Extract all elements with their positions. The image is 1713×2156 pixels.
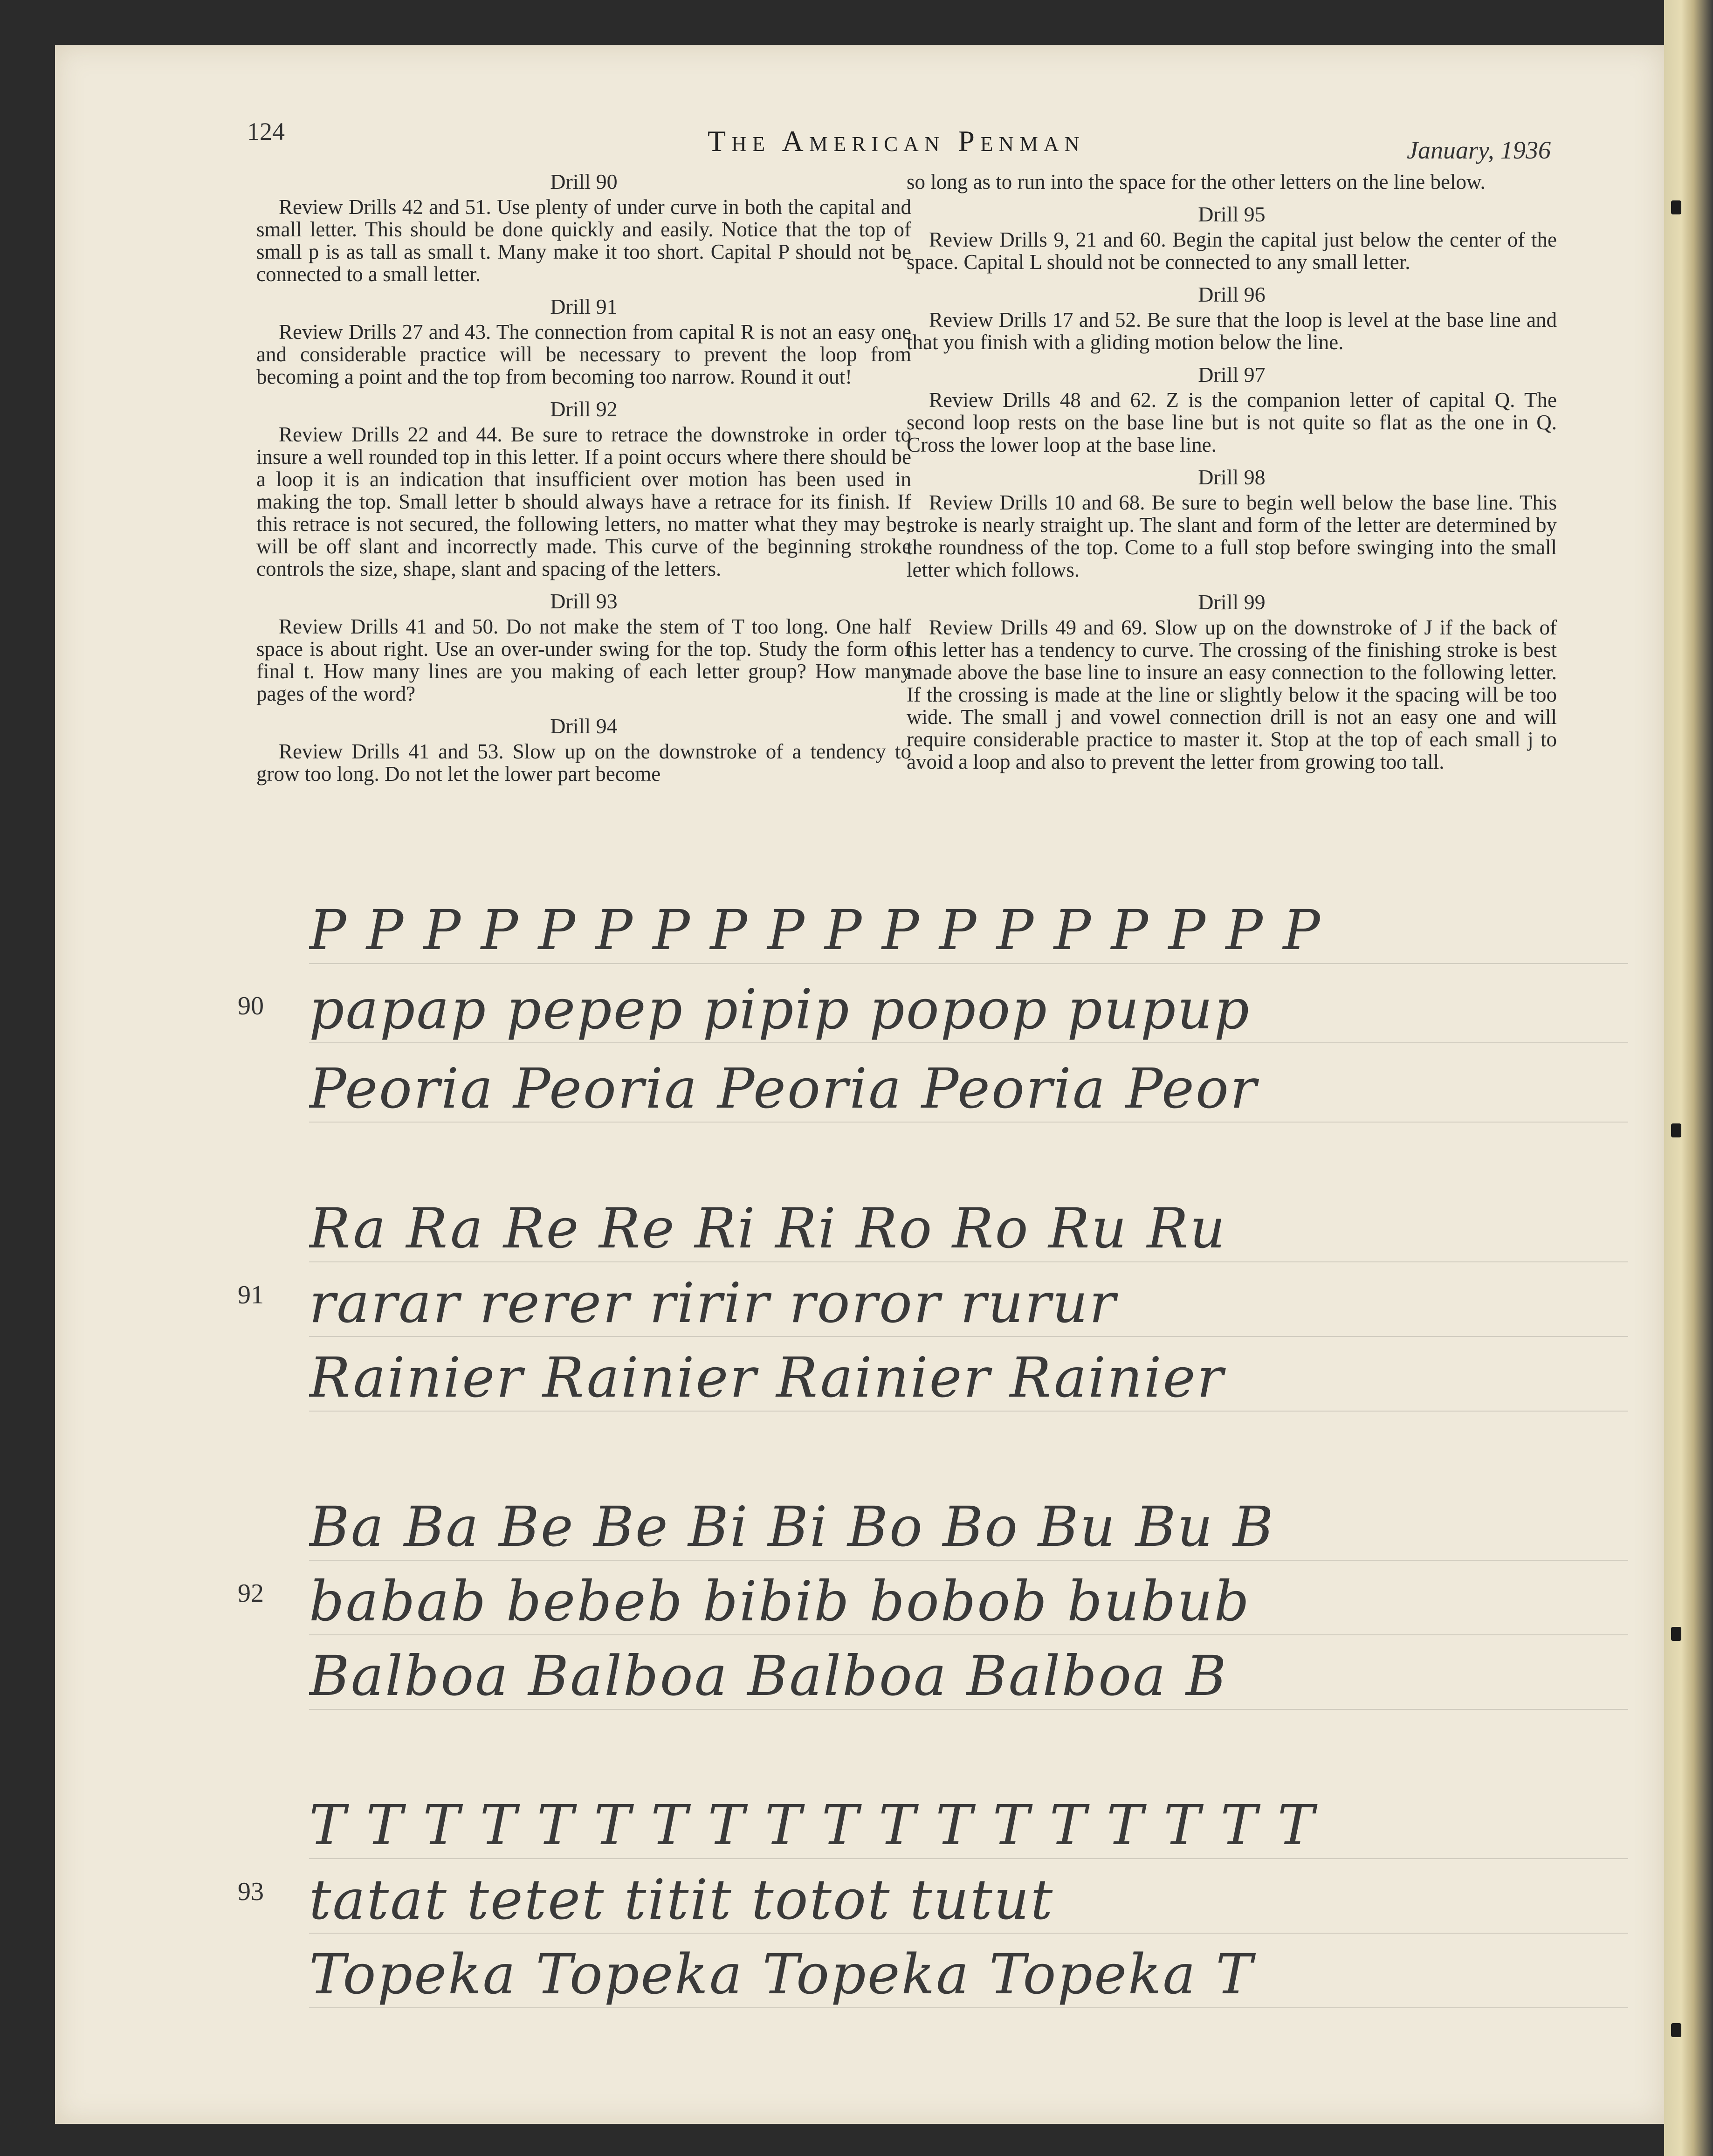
drill-section-91 [256,296,911,388]
drill-number: 90 [238,992,264,1020]
drill-paragraph: Review Drills 42 and 51. Use plenty of under curve in both the capital and small letter. This should be done quickly and easily. Notice that the top of small p is as tall as small t. Many make it too short. Capital P should not be connected to a small letter. [256,195,911,286]
drill-paragraph: Review Drills 22 and 44. Be sure to retrace the downstroke in order to insure a well rounded top in this letter. If a point occurs where there should be a loop it is an indication that insufficient over motion has been used in making the top. Small letter b should always have a retrace for its finish. If this retrace is not secured, the following letters, no matter what they may be, will be off slant and incorrectly made. This curve of the beginning stroke controls the size, shape, slant and spacing of the letters. [256,423,911,580]
baseline-rule [309,1634,1628,1635]
drill-section-98 [907,466,1557,581]
drill-section-94 [256,715,911,785]
drill-section-96 [907,283,1557,353]
drill-number: 92 [238,1579,264,1608]
drill-paragraph: Review Drills 9, 21 and 60. Begin the capital just below the center of the space. Capital L should not be connected to any small letter. [907,228,1557,274]
script-line: Ra Ra Re Re Ri Ri Ro Ro Ru Ru [309,1196,1227,1261]
magazine-page [55,45,1664,2124]
drill-section-93 [256,590,911,705]
drill-heading: Drill 99 [1198,590,1266,614]
drill-paragraph: Review Drills 49 and 69. Slow up on the downstroke of J if the back of this letter has a tendency to curve. The crossing of the finishing stroke is best made above the base line to insure an easy connection to the following letter. If the crossing is made at the line or slightly below it the spacing will be too wide. The small j and vowel connection drill is not an easy one and will require considerable practice to master it. Stop at the top of each small j to avoid a loop and also to prevent the letter from growing too tall. [907,616,1557,773]
drill-heading: Drill 90 [550,170,618,193]
left-text-column [256,171,911,795]
issue-date: January, 1936 [1407,136,1551,164]
baseline-rule [309,1336,1628,1337]
binding-stitch [1671,1627,1681,1641]
script-line: Ba Ba Be Be Bi Bi Bo Bo Bu Bu B [309,1495,1275,1559]
drill-number: 93 [238,1877,264,1906]
drill-heading: Drill 94 [550,714,618,738]
baseline-rule [309,1042,1628,1043]
drill-heading: Drill 96 [1198,282,1266,306]
drill-section-95 [907,203,1557,273]
journal-title: The American Penman [708,124,1085,158]
drill-paragraph: Review Drills 27 and 43. The connection from capital R is not an easy one and considerable practice will be necessary to prevent the loop from becoming a point and the top from becoming too narrow. Round it out! [256,320,911,388]
drill-heading: Drill 93 [550,589,618,613]
drill-paragraph: Review Drills 48 and 62. Z is the companion letter of capital Q. The second loop rests on the base line but is not quite so flat as the one in Q. Cross the lower loop at the base line. [907,388,1557,456]
script-line: Rainier Rainier Rainier Rainier [309,1345,1225,1410]
script-line: tatat tetet titit totot tutut [309,1867,1054,1932]
drill-heading: Drill 91 [550,295,618,318]
drill-section-92 [256,398,911,580]
binding-stitch [1671,1123,1681,1137]
baseline-rule [309,1411,1628,1412]
drill-section-97 [907,364,1557,456]
drill-section-99 [907,591,1557,773]
baseline-rule [309,1122,1628,1123]
drill-heading: Drill 92 [550,397,618,421]
binding-stitch [1671,2023,1681,2037]
baseline-rule [309,1933,1628,1934]
baseline-rule [309,1709,1628,1710]
drill-number: 91 [238,1281,264,1309]
drill-94-continuation: so long as to run into the space for the other letters on the line below. [907,170,1486,193]
script-line: Balboa Balboa Balboa Balboa B [309,1644,1228,1708]
baseline-rule [309,2007,1628,2008]
baseline-rule [309,963,1628,964]
binding-stitch [1671,200,1681,214]
binding-edge [1664,0,1713,2156]
drill-heading: Drill 95 [1198,202,1266,226]
baseline-rule [309,1261,1628,1262]
baseline-rule [309,1560,1628,1561]
script-line: papap pepep pipip popop pupup [309,977,1251,1041]
page-number: 124 [247,117,285,145]
script-line: Peoria Peoria Peoria Peoria Peor [309,1056,1258,1121]
drill-paragraph: Review Drills 41 and 53. Slow up on the downstroke of a tendency to grow too long. Do not let the lower part become [256,740,911,785]
drill-heading: Drill 98 [1198,465,1266,489]
script-line: Topeka Topeka Topeka Topeka T [309,1942,1254,2006]
drill-paragraph: Review Drills 10 and 68. Be sure to begin well below the base line. This stroke is nearly straight up. The slant and form of the letter are determined by the roundness of the top. Come to a full stop before swinging into the small letter which follows. [907,491,1557,581]
drill-heading: Drill 97 [1198,363,1266,386]
script-line: rarar rerer ririr roror rurur [309,1271,1117,1335]
penmanship-drill-plates [55,898,1664,2063]
drill-paragraph: Review Drills 41 and 50. Do not make the stem of T too long. One half space is about right. Use an over-under swing for the top. Study the form of final t. How many lines are you making of each letter group? How many pages of the word? [256,615,911,705]
baseline-rule [309,1858,1628,1859]
drill-section-90 [256,171,911,285]
drill-paragraph: Review Drills 17 and 52. Be sure that the loop is level at the base line and that you finish with a gliding motion below the line. [907,308,1557,354]
script-line: P P P P P P P P P P P P P P P P P P [309,898,1321,962]
script-line: T T T T T T T T T T T T T T T T T T [309,1793,1316,1857]
right-text-column [907,171,1557,783]
script-line: babab bebeb bibib bobob bubub [309,1569,1251,1633]
